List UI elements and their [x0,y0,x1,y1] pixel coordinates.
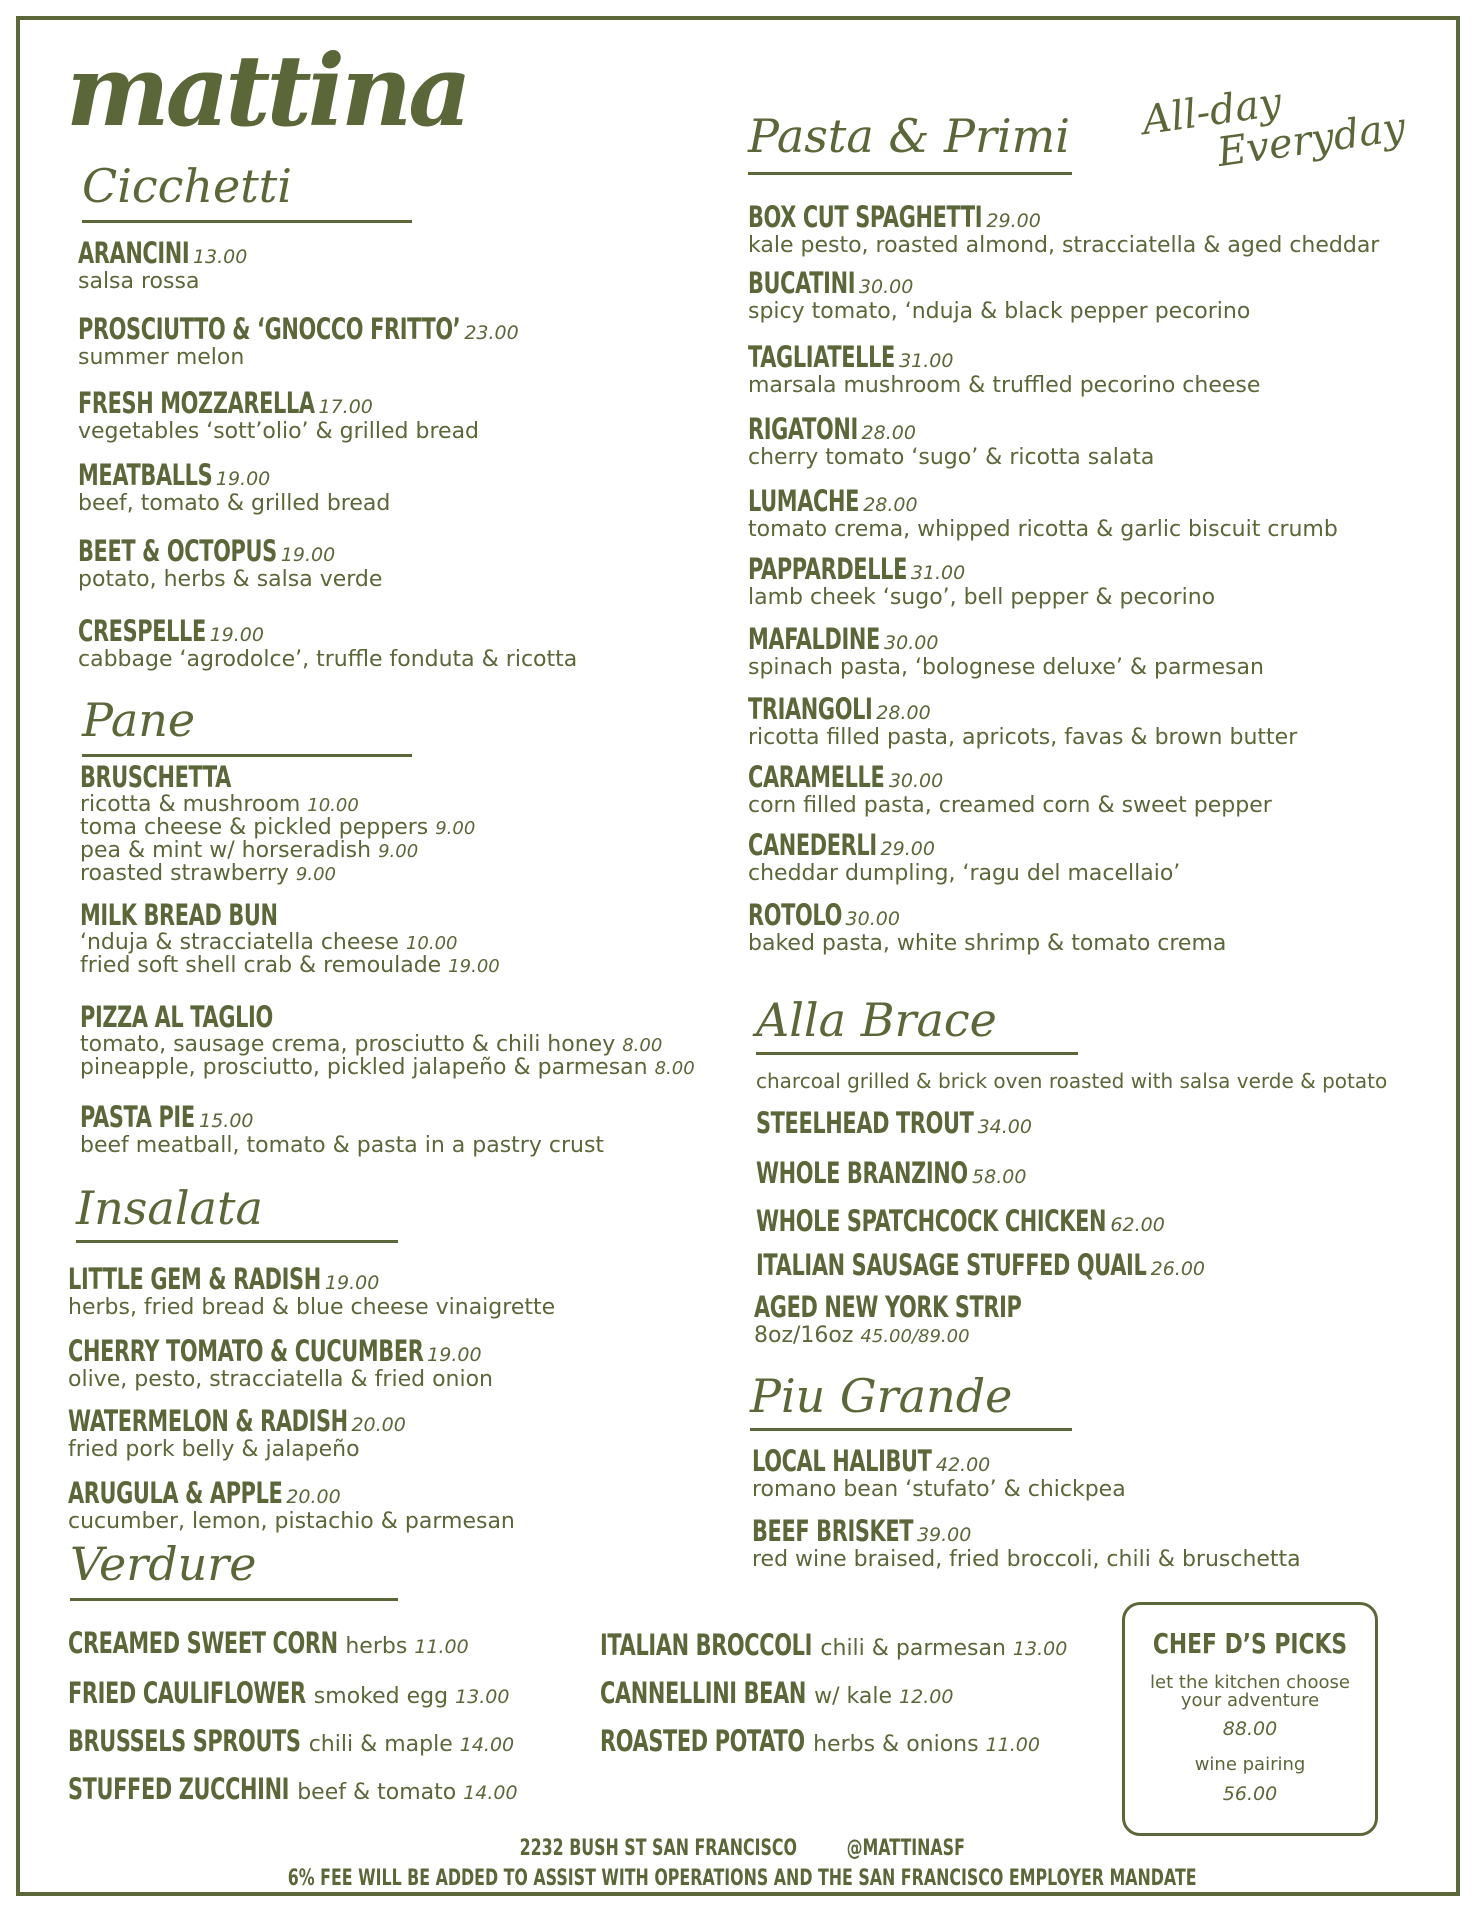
item-name: AGED NEW YORK STRIP [754,1290,1022,1324]
price: 8.00 [622,1035,663,1056]
desc-line: pineapple, prosciutto, pickled jalapeño & parmesan [80,1055,648,1080]
price: 9.00 [435,818,476,839]
price: 45.00/89.00 [860,1326,970,1347]
desc-line: toma cheese & pickled peppers [80,815,429,840]
price: 11.00 [414,1636,469,1658]
menu-item [68,1262,555,1319]
menu-item [756,1106,1032,1140]
item-name: FRESH MOZZARELLA [78,386,315,420]
item-name: BEEF BRISKET [752,1514,914,1548]
item-desc: herbs [345,1634,408,1659]
verdure-item [68,1676,509,1710]
section-pane [82,692,412,757]
section-title: Pasta & Primi [748,109,1070,163]
price: 58.00 [972,1166,1027,1188]
price: 13.00 [192,246,248,268]
price: 29.00 [986,210,1041,232]
item-name: MILK BREAD BUN [80,898,278,932]
menu-item [748,412,1154,469]
section-title: Insalata [76,1181,263,1235]
item-desc: beef meatball, tomato & pasta in a pastry crust [80,1133,605,1158]
price: 62.00 [1110,1214,1165,1236]
menu-item [752,1514,1301,1571]
item-desc: kale pesto, roasted almond, stracciatella & aged cheddar [748,233,1380,258]
menu-item [78,458,390,515]
verdure-item [600,1724,1040,1758]
price: 28.00 [876,702,931,724]
item-name: WHOLE SPATCHCOCK CHICKEN [756,1204,1107,1238]
item-name: BOX CUT SPAGHETTI [748,200,983,234]
price: 30.00 [858,276,914,298]
price: 29.00 [880,838,935,860]
item-desc: vegetables ‘sott’olio’ & grilled bread [78,419,480,444]
chef-desc [1125,1674,1375,1710]
chef-desc-line: your adventure [1180,1690,1320,1711]
price: 19.00 [215,468,271,490]
menu-item [78,614,577,671]
section-title: Alla Brace [756,993,997,1047]
desc-line: roasted strawberry [80,861,289,886]
menu-item [748,622,1264,679]
footer-handle: @MATTINASF [846,1836,965,1861]
menu-item [756,1156,1026,1190]
price: 19.00 [427,1344,482,1366]
item-desc: chili & maple [308,1732,453,1757]
section-rule [82,220,412,223]
price: 31.00 [899,350,954,372]
item-name: PASTA PIE [80,1100,195,1134]
section-title: Verdure [70,1537,257,1591]
item-desc: cabbage ‘agrodolce’, truffle fonduta & ricotta [78,647,578,672]
price: 14.00 [459,1734,515,1756]
section-brace [756,992,1078,1055]
item-desc: marsala mushroom & truffled pecorino cheese [748,373,1261,398]
desc-line: tomato, sausage crema, prosciutto & chili honey [80,1032,616,1057]
price: 13.00 [455,1686,510,1708]
item-name: STEELHEAD TROUT [756,1106,974,1140]
footer-address-line [0,1836,1484,1861]
price: 20.00 [351,1414,406,1436]
verdure-item [68,1724,514,1758]
section-grande [750,1368,1072,1431]
item-desc: chili & parmesan [820,1636,1006,1661]
price: 34.00 [977,1116,1032,1138]
item-name: MEATBALLS [78,458,213,492]
item-name: ARANCINI [78,236,190,270]
menu-item [748,340,1260,397]
item-name: PIZZA AL TAGLIO [80,1000,273,1034]
wine-pairing-price: 56.00 [1222,1783,1278,1805]
item-name: PAPPARDELLE [748,552,907,586]
price: 28.00 [861,422,916,444]
price: 19.00 [448,956,500,977]
price: 13.00 [1012,1638,1068,1660]
desc-line: ricotta & mushroom [80,792,301,817]
item-name: LOCAL HALIBUT [752,1444,932,1478]
footer-address: 2232 BUSH ST SAN FRANCISCO [519,1836,797,1861]
price: 42.00 [935,1454,991,1476]
footer-fee: 6% FEE WILL BE ADDED TO ASSIST WITH OPERATIONS AND THE SAN FRANCISCO EMPLOYER MANDATE [287,1866,1197,1891]
item-name: BRUSSELS SPROUTS [68,1724,301,1758]
tagline-line2: Everyday [1214,104,1409,177]
item-desc [80,932,500,978]
item-name: BEET & OCTOPUS [78,534,277,568]
menu-item [748,552,1215,609]
price: 11.00 [985,1734,1040,1756]
item-desc: fried pork belly & jalapeño [68,1437,360,1462]
menu-item [68,1334,493,1391]
price: 23.00 [464,322,519,344]
price: 9.00 [295,864,336,885]
item-desc: cherry tomato ‘sugo’ & ricotta salata [748,445,1155,470]
section-rule [750,1428,1072,1431]
menu-item [748,828,1180,885]
menu-item-milk-bread [80,898,500,978]
section-rule [70,1598,398,1601]
logo: mattina [66,34,468,149]
price: 12.00 [899,1686,954,1708]
item-desc: salsa rossa [78,269,200,294]
item-name: TAGLIATELLE [748,340,895,374]
item-name: LUMACHE [748,484,860,518]
menu-item [748,484,1338,541]
section-pasta [748,108,1072,175]
item-name: CHERRY TOMATO & CUCUMBER [68,1334,424,1368]
price: 10.00 [405,933,458,954]
section-insalata [76,1180,398,1243]
item-desc: olive, pesto, stracciatella & fried onion [68,1367,493,1392]
menu-item [78,236,247,293]
item-desc: spinach pasta, ‘bolognese deluxe’ & parmesan [748,655,1264,680]
price: 30.00 [888,770,944,792]
verdure-item [600,1676,953,1710]
price: 15.00 [199,1110,254,1132]
item-desc: romano bean ‘stufato’ & chickpea [752,1477,1126,1502]
item-name: TRIANGOLI [748,692,873,726]
chef-picks-box [1122,1602,1378,1836]
item-desc: tomato crema, whipped ricotta & garlic biscuit crumb [748,517,1338,542]
item-name: CANNELLINI BEAN [600,1676,807,1710]
price: 14.00 [463,1782,518,1804]
section-title: Piu Grande [750,1369,1013,1423]
menu-item [78,386,479,443]
section-rule [748,172,1072,175]
brace-subtitle: charcoal grilled & brick oven roasted with salsa verde & potato [756,1069,1388,1093]
item-desc: herbs & onions [813,1732,979,1757]
chef-desc-line: let the kitchen choose [1150,1672,1350,1693]
menu-item [748,692,1297,749]
item-name: CARAMELLE [748,760,885,794]
item-name: MAFALDINE [748,622,880,656]
menu-item [748,760,1272,817]
item-desc: beef & tomato [297,1780,457,1805]
item-desc: cucumber, lemon, pistachio & parmesan [68,1509,515,1534]
price: 17.00 [318,396,373,418]
section-title: Cicchetti [82,159,292,213]
price: 19.00 [324,1272,380,1294]
item-name: BRUSCHETTA [80,760,231,794]
item-name: CRESPELLE [78,614,206,648]
item-desc: beef, tomato & grilled bread [78,491,391,516]
item-name: RIGATONI [748,412,858,446]
menu-item-pizza [80,1000,695,1080]
item-name: ROTOLO [748,898,842,932]
price: 31.00 [910,562,966,584]
wine-pairing-label: wine pairing [1194,1754,1306,1775]
price: 8.00 [654,1058,695,1079]
menu-item [752,1444,1126,1501]
menu-item [78,312,519,369]
section-rule [756,1052,1078,1055]
price: 20.00 [286,1486,341,1508]
item-desc: red wine braised, fried broccoli, chili & bruschetta [752,1547,1301,1572]
menu-item [748,200,1379,257]
item-desc [80,1034,695,1080]
menu-item-ny-strip [754,1290,1030,1348]
item-name: CANEDERLI [748,828,877,862]
item-name: CREAMED SWEET CORN [68,1626,338,1660]
price: 10.00 [307,795,359,816]
footer-fee-line [0,1866,1484,1891]
item-desc [80,794,475,886]
item-desc: smoked egg [313,1684,449,1709]
item-name: ROASTED POTATO [600,1724,805,1758]
menu-item-pasta-pie [80,1100,604,1157]
item-desc: potato, herbs & salsa verde [78,567,383,592]
item-name: STUFFED ZUCCHINI [68,1772,290,1806]
item-desc: w/ kale [814,1684,893,1709]
item-name: ITALIAN BROCCOLI [600,1628,812,1662]
menu-item [68,1404,406,1461]
item-name: ITALIAN SAUSAGE STUFFED QUAIL [756,1248,1147,1282]
item-name: ARUGULA & APPLE [68,1476,283,1510]
price: 30.00 [845,908,900,930]
section-verdure [70,1536,398,1601]
item-desc: lamb cheek ‘sugo’, bell pepper & pecorino [748,585,1216,610]
item-desc: herbs, fried bread & blue cheese vinaigrette [68,1295,556,1320]
item-desc: ricotta filled pasta, apricots, favas & brown butter [748,725,1298,750]
item-desc: corn filled pasta, creamed corn & sweet pepper [748,793,1272,818]
chef-title: CHEF D’S PICKS [1152,1627,1348,1660]
item-name: LITTLE GEM & RADISH [68,1262,321,1296]
tagline-line1: All-day [1139,79,1285,145]
item-name: FRIED CAULIFLOWER [68,1676,306,1710]
price: 26.00 [1150,1258,1206,1280]
menu-item [756,1204,1165,1238]
menu-item [748,266,1250,323]
price: 19.00 [209,624,264,646]
section-rule [76,1240,398,1243]
menu-item [756,1248,1205,1282]
verdure-item [600,1628,1067,1662]
item-desc [754,1324,1030,1348]
price: 28.00 [863,494,918,516]
desc-line: ‘nduja & stracciatella cheese [80,930,399,955]
verdure-item [68,1772,518,1806]
desc-line: pea & mint w/ horseradish [80,838,372,863]
desc-line: fried soft shell crab & remoulade [80,953,442,978]
price: 30.00 [884,632,939,654]
verdure-item [68,1626,469,1660]
price: 19.00 [280,544,336,566]
item-desc: cheddar dumpling, ‘ragu del macellaio’ [748,861,1181,886]
price: 39.00 [916,1524,972,1546]
desc-text: 8oz/16oz [754,1323,854,1348]
item-desc: spicy tomato, ‘nduja & black pepper pecorino [748,299,1251,324]
menu-item [68,1476,515,1533]
item-name: BUCATINI [748,266,856,300]
menu-item [78,534,382,591]
section-rule [82,754,412,757]
item-name: WHOLE BRANZINO [756,1156,968,1190]
section-title: Pane [82,693,196,747]
menu-item [748,898,1226,955]
item-name: PROSCIUTTO & ‘GNOCCO FRITTO’ [78,312,461,346]
chef-price: 88.00 [1222,1718,1278,1740]
item-desc: summer melon [78,345,245,370]
item-desc: baked pasta, white shrimp & tomato crema [748,931,1227,956]
item-name: WATERMELON & RADISH [68,1404,348,1438]
section-cicchetti [82,158,412,223]
menu-item-bruschetta [80,760,475,886]
price: 9.00 [378,841,419,862]
